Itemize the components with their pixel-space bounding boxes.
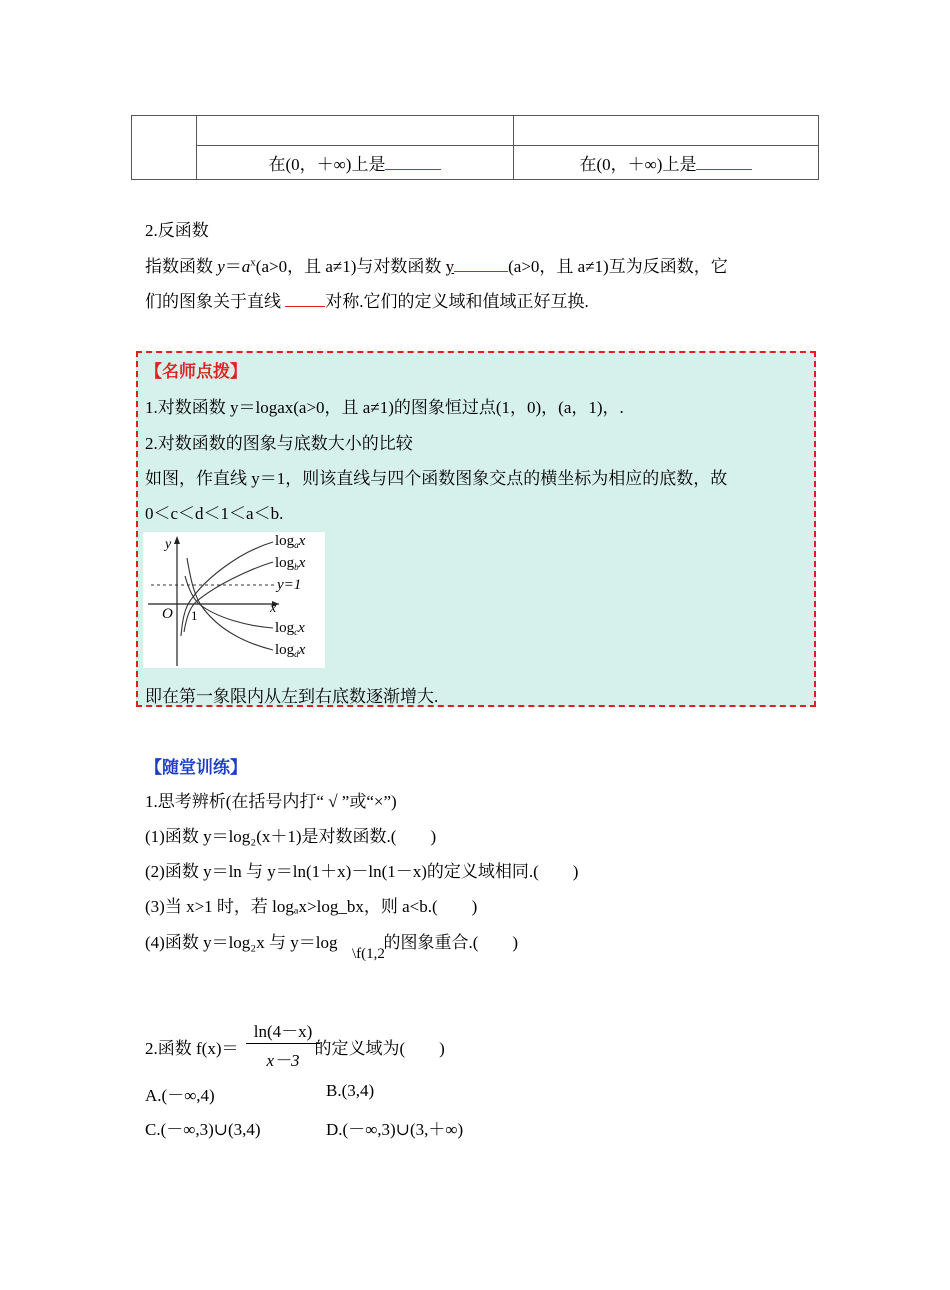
tip-paragraph: 即在第一象限内从左到右底数逐渐增大. <box>145 687 439 706</box>
fill-blank <box>696 155 752 170</box>
tip-paragraph: 2.对数函数的图象与底数大小的比较 <box>145 434 413 453</box>
option-d: D.(－∞,3)∪(3,＋∞) <box>326 1120 464 1139</box>
option-c: C.(－∞,3)∪(3,4) <box>145 1120 261 1139</box>
properties-table <box>131 115 819 180</box>
question-1: 1.思考辨析(在括号内打“ √ ”或“×”) <box>145 792 397 811</box>
section-heading-inverse: 2.反函数 <box>145 221 209 240</box>
tip-title: 【名师点拨】 <box>145 362 247 381</box>
x-axis-label: x <box>270 601 277 616</box>
fill-blank <box>285 292 325 307</box>
question-1-4: (4)函数 y＝log₂x 与 y＝log 的图象重合.( ) <box>145 933 519 952</box>
fill-blank <box>454 257 508 272</box>
label-log-d: $\log_dx$ <box>275 642 306 659</box>
tip-paragraph: 如图，作直线 y＝1，则该直线与四个函数图象交点的横坐标为相应的底数，故 <box>145 469 728 488</box>
fraction-denominator: x－3 <box>266 1051 300 1070</box>
label-log-c: $\log_cx$ <box>275 620 305 637</box>
label-log-a: $\log_ax$ <box>275 533 306 550</box>
practice-title: 【随堂训练】 <box>145 758 247 777</box>
question-1-3: (3)当 x>1 时，若 logₐx>log_bx，则 a<b.( ) <box>145 897 478 916</box>
origin-label: O <box>162 606 173 622</box>
table-cell-monotonic-b: 在(0，＋∞)上是 <box>514 146 819 180</box>
label-y1: y=1 <box>277 577 302 593</box>
tip-paragraph: 0＜c＜d＜1＜a＜b. <box>145 504 284 523</box>
table-cell <box>197 116 514 146</box>
paragraph-line: 们的图象关于直线 对称.它们的定义域和值域正好互换. <box>145 292 589 311</box>
fraction-numerator: ln(4－x) <box>246 1017 320 1044</box>
paragraph-line: 指数函数 $y=a^x(a>0$，且 a≠1)与对数函数 y (a>0，且 a≠1)互为反函数，它 <box>145 256 728 276</box>
table-cell-monotonic-a: 在(0，＋∞)上是 <box>197 146 514 180</box>
table-row-header-cell <box>132 116 197 180</box>
tick-label-one: 1 <box>191 608 198 623</box>
question-1-1: (1)函数 y＝log₂(x＋1)是对数函数.( ) <box>145 827 437 846</box>
broken-field-code: \f(1,2 <box>352 946 385 962</box>
y-axis-label: y <box>165 537 172 552</box>
question-2: 2.函数 f(x)＝ 的定义域为( ) <box>145 1039 445 1058</box>
tip-paragraph: 1.对数函数 y＝logax(a>0，且 a≠1)的图象恒过点(1，0)，(a，1)，. <box>145 398 624 417</box>
table-cell <box>514 116 819 146</box>
label-log-b: $\log_bx$ <box>275 555 306 572</box>
option-a: A.(－∞,4) <box>145 1086 215 1105</box>
log-graph <box>143 532 325 668</box>
fraction <box>246 1017 320 1071</box>
option-b: B.(3,4) <box>326 1081 375 1100</box>
fill-blank <box>385 155 441 170</box>
question-1-2: (2)函数 y＝ln 与 y＝ln(1＋x)－ln(1－x)的定义域相同.( ) <box>145 862 579 881</box>
